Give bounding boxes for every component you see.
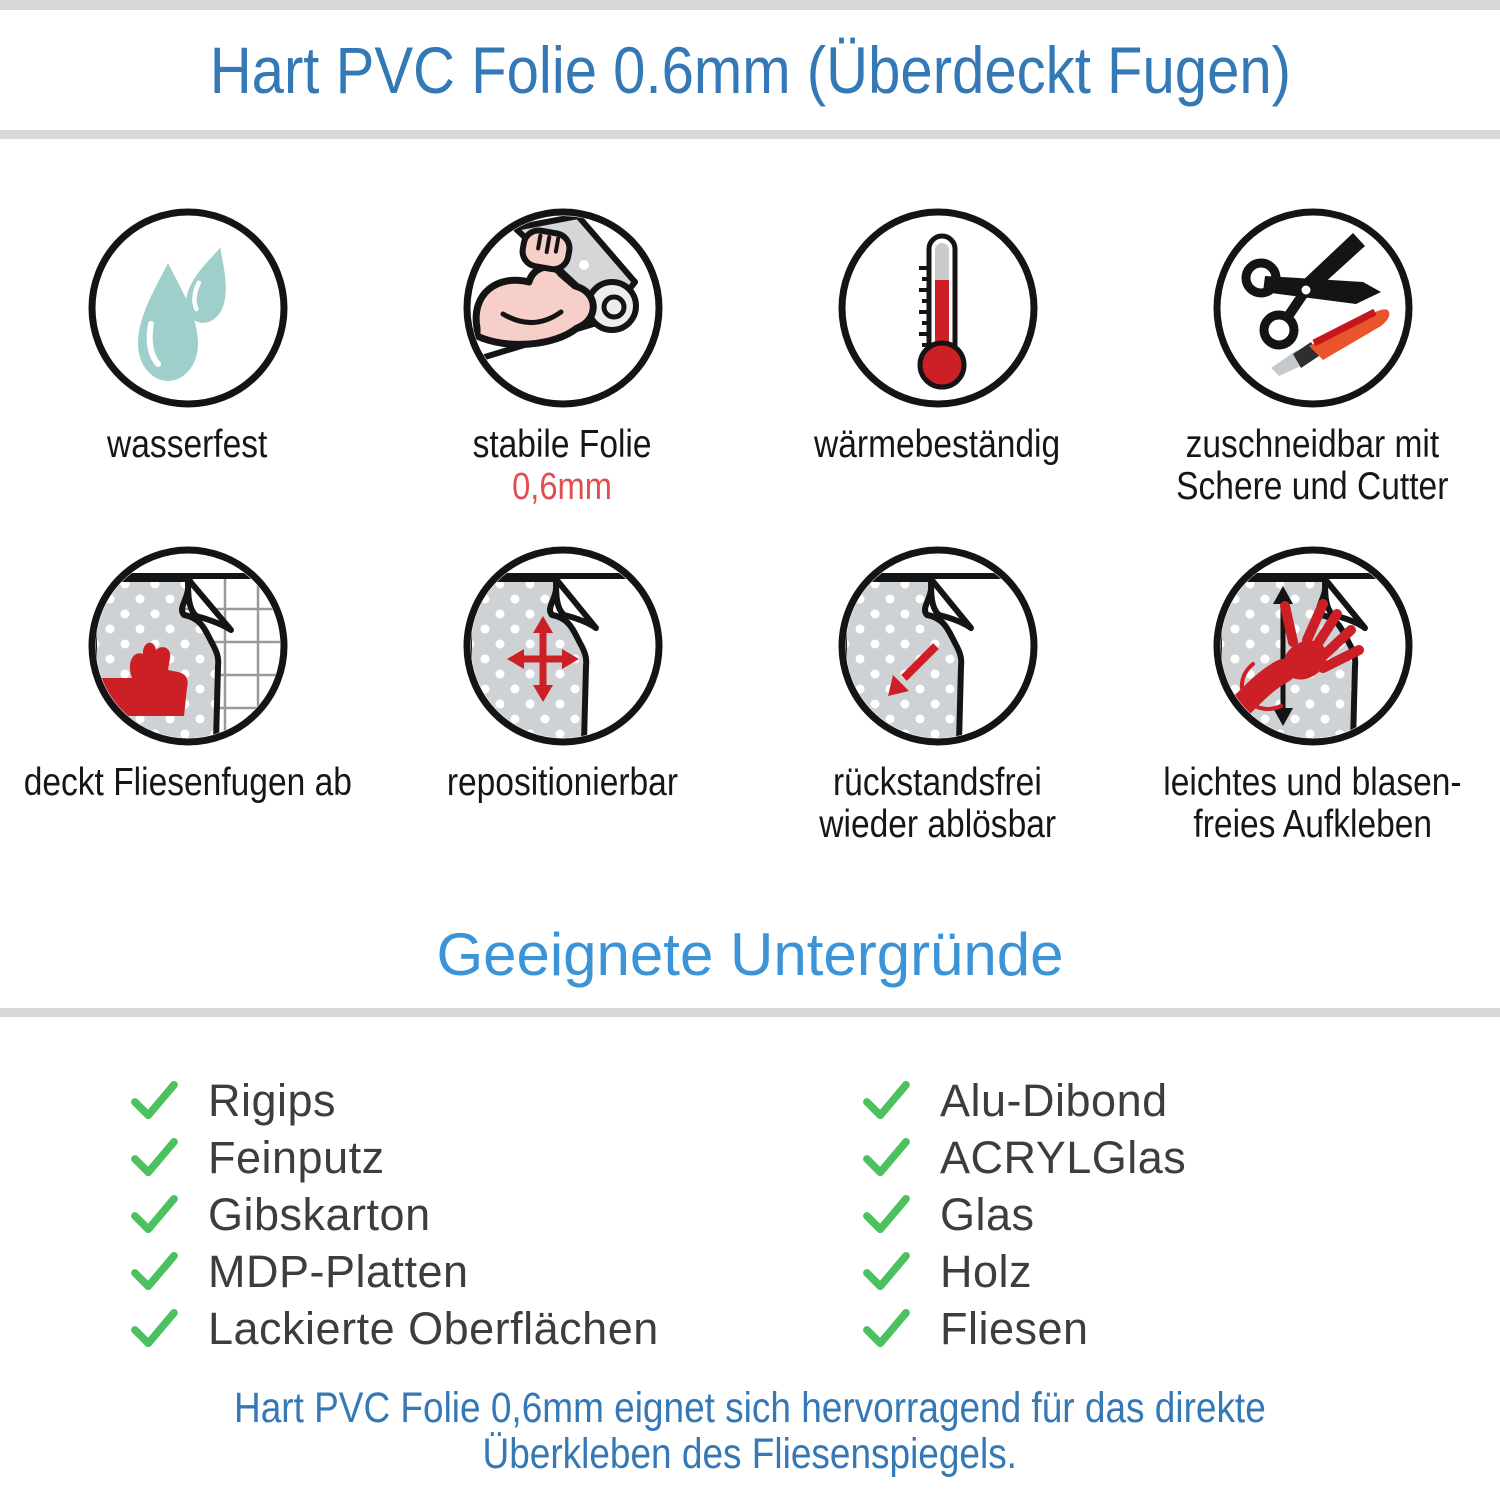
feature-label: stabile Folie: [473, 423, 652, 466]
feature-stabile-folie: [375, 208, 750, 508]
page-title-text: Hart PVC Folie 0.6mm (Überdeckt Fugen): [209, 33, 1291, 107]
check-icon: [128, 1194, 180, 1236]
thumb-up-foil-icon: [88, 546, 288, 746]
feature-deckt-fliesenfugen: [0, 546, 375, 846]
muscle-foil-roll-icon: [463, 208, 663, 408]
section-divider-bar: [0, 1008, 1500, 1017]
surfaces-list-left: [128, 1072, 659, 1357]
footer-note: [0, 1385, 1500, 1477]
list-item: [128, 1300, 659, 1357]
check-icon: [860, 1251, 912, 1293]
list-item: [860, 1300, 1186, 1357]
feature-leichtes-aufkleben: [1125, 546, 1500, 846]
check-icon: [128, 1251, 180, 1293]
feature-wasserfest: [0, 208, 375, 508]
list-item: [128, 1186, 659, 1243]
title-divider-bar: [0, 130, 1500, 139]
list-item-label: Lackierte Oberflächen: [208, 1302, 659, 1354]
footer-line-2: Überkleben des Fliesenspiegels.: [482, 1430, 1018, 1478]
surfaces-list-right: [860, 1072, 1186, 1357]
feature-sublabel-thickness: 0,6mm: [512, 466, 613, 508]
move-arrows-foil-icon: [463, 546, 663, 746]
list-item-label: Fliesen: [940, 1302, 1089, 1354]
check-icon: [128, 1137, 180, 1179]
list-item: [860, 1186, 1186, 1243]
list-item: [128, 1243, 659, 1300]
feature-label: zuschneidbar mit Schere und Cutter: [1176, 423, 1449, 508]
list-item: [860, 1072, 1186, 1129]
list-item-label: Feinputz: [208, 1131, 385, 1183]
list-item-label: Alu-Dibond: [940, 1074, 1168, 1126]
footer-line-1: Hart PVC Folie 0,6mm eignet sich hervorragend für das direkte: [234, 1384, 1266, 1432]
list-item-label: ACRYLGlas: [940, 1131, 1187, 1183]
peel-arrow-foil-icon: [838, 546, 1038, 746]
feature-waermebestaendig: [750, 208, 1125, 508]
check-icon: [860, 1080, 912, 1122]
water-drops-icon: [88, 208, 288, 408]
feature-label: deckt Fliesenfugen ab: [23, 761, 352, 804]
list-item: [128, 1072, 659, 1129]
top-divider-bar: [0, 0, 1500, 10]
check-icon: [860, 1194, 912, 1236]
list-item-label: Holz: [940, 1245, 1033, 1297]
list-item: [860, 1129, 1186, 1186]
list-item-label: Gibskarton: [208, 1188, 431, 1240]
feature-label: leichtes und blasen- freies Aufkleben: [1163, 761, 1462, 846]
check-icon: [128, 1080, 180, 1122]
feature-zuschneidbar: [1125, 208, 1500, 508]
list-item-label: Rigips: [208, 1074, 337, 1126]
features-row-2: [0, 546, 1500, 846]
thermometer-icon: [838, 208, 1038, 408]
hand-smoothing-foil-icon: [1213, 546, 1413, 746]
list-item: [860, 1243, 1186, 1300]
check-icon: [128, 1308, 180, 1350]
feature-repositionierbar: [375, 546, 750, 846]
list-item-label: MDP-Platten: [208, 1245, 469, 1297]
feature-label: rückstandsfrei wieder ablösbar: [819, 761, 1056, 846]
list-item-label: Glas: [940, 1188, 1035, 1240]
section-title: Geeignete Untergründe: [436, 921, 1064, 988]
feature-rueckstandsfrei: [750, 546, 1125, 846]
feature-label: repositionierbar: [446, 761, 679, 804]
scissors-cutter-icon: [1213, 208, 1413, 408]
list-item: [128, 1129, 659, 1186]
features-row-1: [0, 208, 1500, 508]
feature-label: wärmebeständig: [814, 423, 1061, 466]
feature-label: wasserfest: [107, 423, 268, 466]
check-icon: [860, 1308, 912, 1350]
page-title: [0, 34, 1500, 106]
check-icon: [860, 1137, 912, 1179]
